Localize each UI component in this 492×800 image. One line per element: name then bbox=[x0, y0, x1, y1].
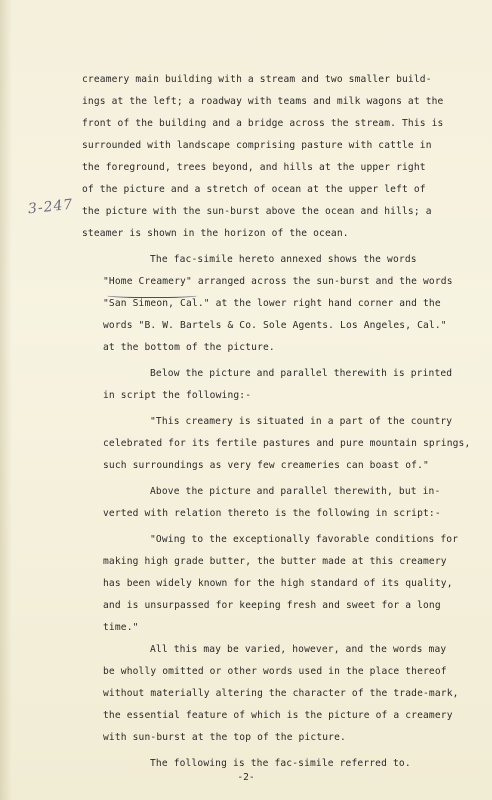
body-line: verted with relation thereto is the following in script:- bbox=[103, 508, 441, 519]
quoted-line: "This creamery is situated in a part of the country bbox=[150, 416, 453, 427]
body-line: "Home Creamery" arranged across the sun-burst and the words bbox=[103, 276, 453, 287]
body-line: All this may be varied, however, and the words may bbox=[150, 644, 447, 655]
body-line: words "B. W. Bartels & Co. Sole Agents. Los Angeles, Cal." bbox=[103, 320, 447, 331]
quoted-line: time." bbox=[103, 622, 139, 633]
quoted-line: making high grade butter, the butter made at this creamery bbox=[103, 556, 447, 567]
body-line: the essential feature of which is the picture of a creamery bbox=[103, 710, 453, 721]
body-line: the picture with the sun-burst above the ocean and hills; a bbox=[82, 206, 432, 217]
body-line: in script the following:- bbox=[103, 390, 252, 401]
body-line: steamer is shown in the horizon of the ocean. bbox=[82, 228, 349, 239]
handwritten-margin-note: 3-247 bbox=[27, 196, 75, 218]
body-line: of the picture and a stretch of ocean at the upper left of bbox=[82, 184, 426, 195]
body-line: with sun-burst at the top of the picture. bbox=[103, 732, 346, 743]
body-line: The following is the fac-simile referred to. bbox=[150, 758, 411, 769]
body-line: front of the building and a bridge across the stream. This is bbox=[82, 118, 444, 129]
body-line: ings at the left; a roadway with teams and milk wagons at the bbox=[82, 96, 444, 107]
body-line: be wholly omitted or other words used in the place thereof bbox=[103, 666, 447, 677]
quoted-line: has been widely known for the high standard of its quality, bbox=[103, 578, 453, 589]
body-line: The fac-simile hereto annexed shows the words bbox=[150, 254, 417, 265]
body-line: creamery main building with a stream and two smaller build- bbox=[82, 74, 432, 85]
body-line: without materially altering the character of the trade-mark, bbox=[103, 688, 459, 699]
body-line: surrounded with landscape comprising pasture with cattle in bbox=[82, 140, 432, 151]
quoted-line: celebrated for its fertile pastures and pure mountain springs, bbox=[103, 438, 471, 449]
body-line: Below the picture and parallel therewith is printed bbox=[150, 368, 453, 379]
page-number: -2- bbox=[237, 772, 255, 783]
body-line: Above the picture and parallel therewith, but in- bbox=[150, 486, 441, 497]
body-line: at the bottom of the picture. bbox=[103, 342, 275, 353]
quoted-line: "Owing to the exceptionally favorable conditions for bbox=[150, 534, 459, 545]
page-edge-shadow bbox=[0, 0, 12, 800]
quoted-line: such surroundings as very few creameries can boast of." bbox=[103, 460, 429, 471]
body-line: the foreground, trees beyond, and hills at the upper right bbox=[82, 162, 426, 173]
body-line: "San Simeon, Cal." at the lower right hand corner and the bbox=[103, 298, 441, 309]
quoted-line: and is unsurpassed for keeping fresh and sweet for a long bbox=[103, 600, 441, 611]
